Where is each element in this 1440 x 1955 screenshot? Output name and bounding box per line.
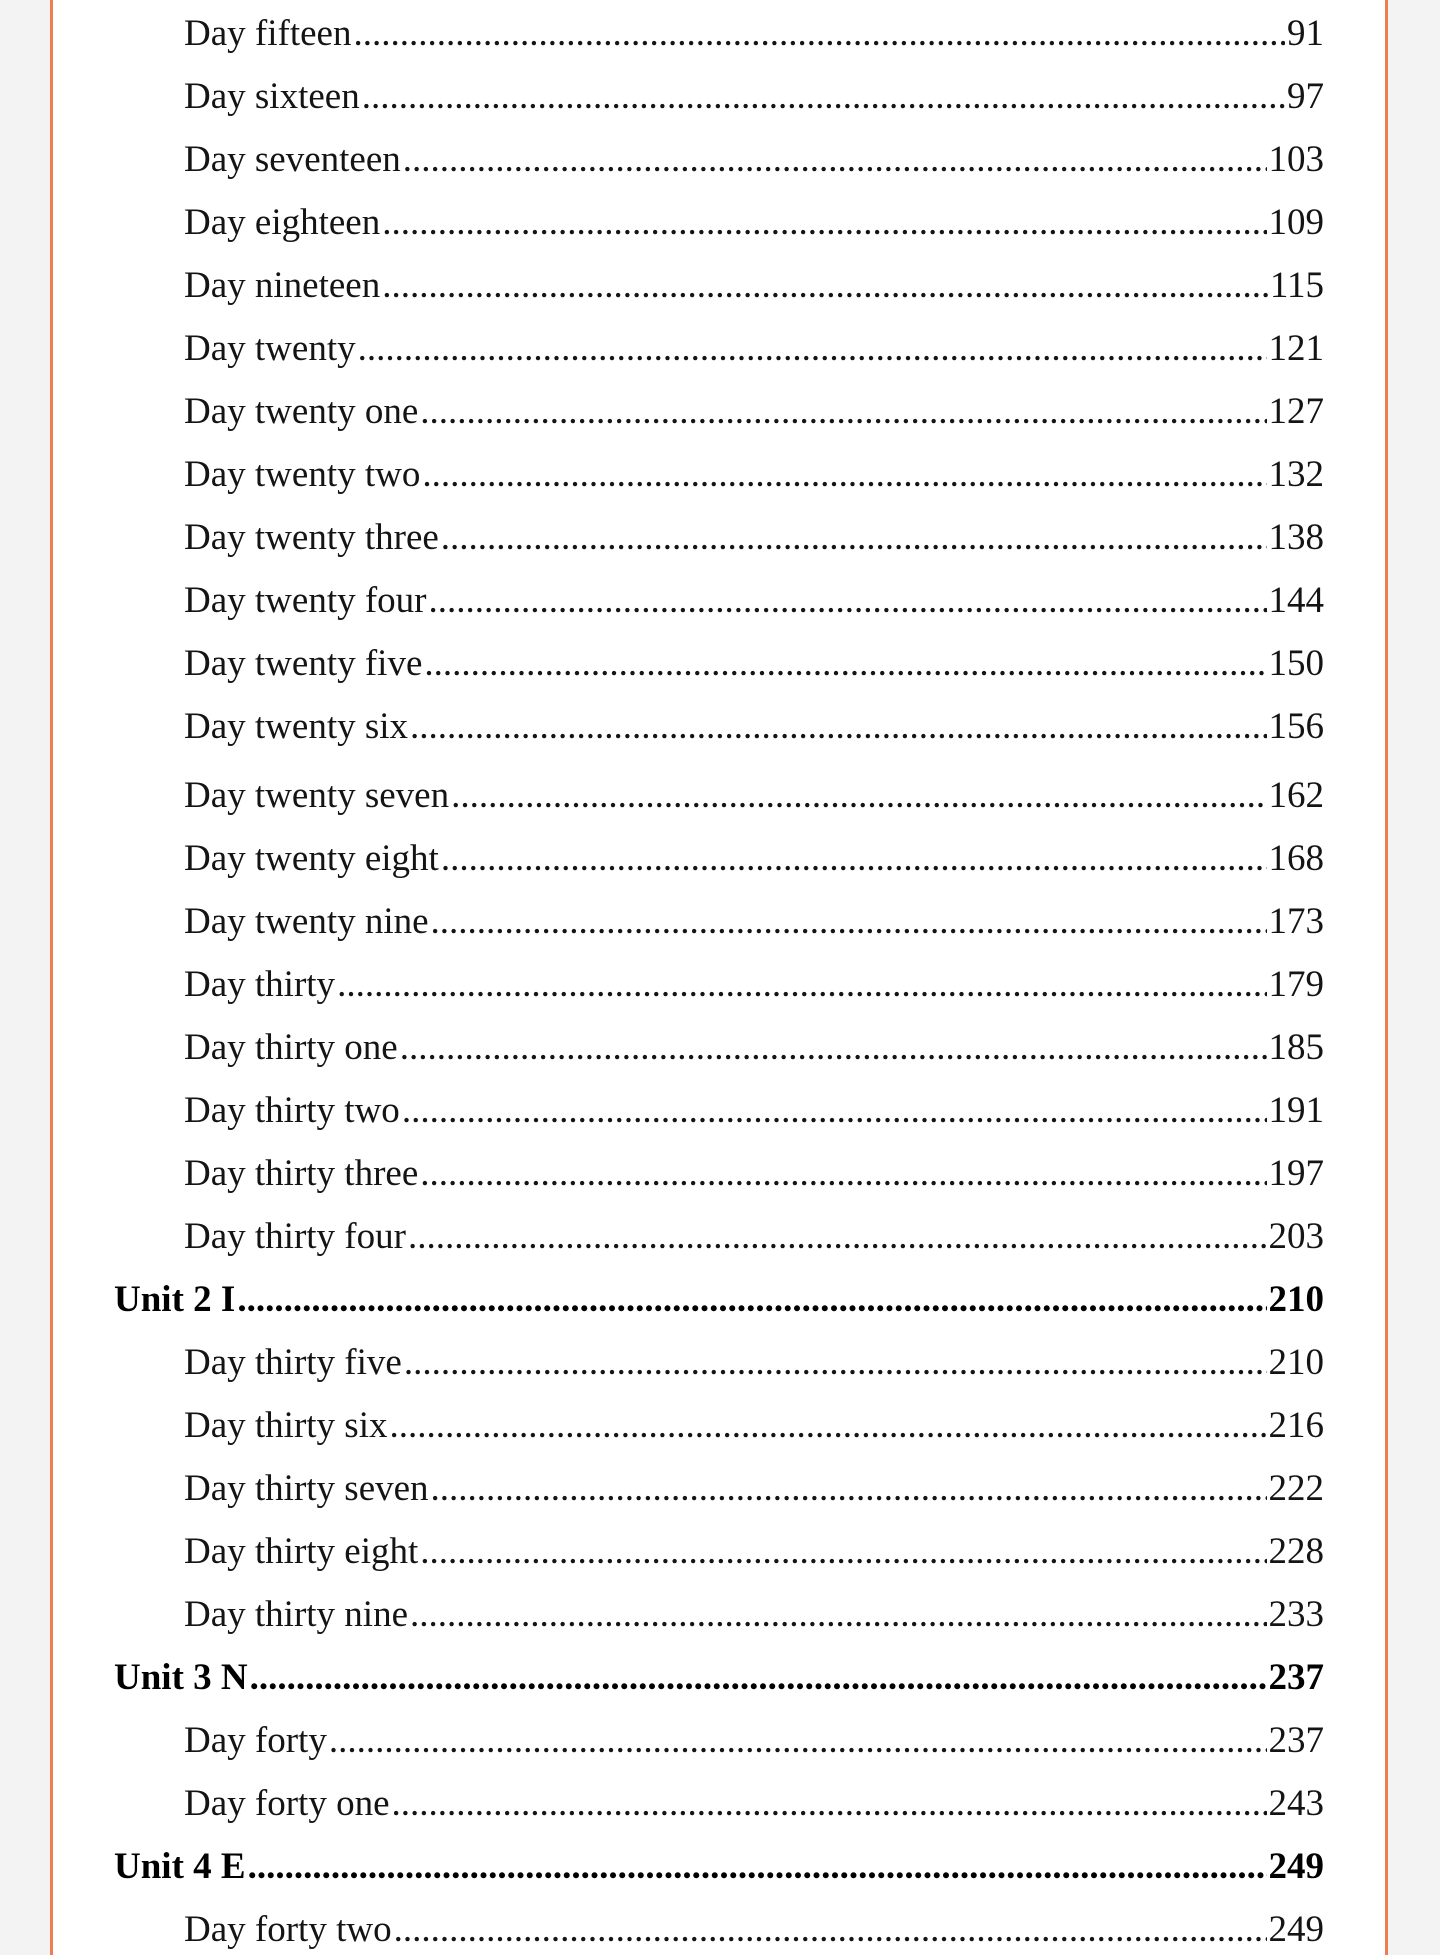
toc-dot-leader [237,1275,1266,1325]
toc-page-number: 185 [1268,1027,1324,1068]
toc-entry-label: Unit 3 N [114,1657,248,1698]
toc-day-entry[interactable] [184,702,1324,752]
toc-page-number: 222 [1268,1468,1324,1509]
toc-day-entry[interactable] [184,897,1324,947]
toc-page-number: 179 [1268,964,1324,1005]
toc-dot-leader [400,1023,1267,1073]
toc-day-entry[interactable] [184,1212,1324,1262]
toc-entry-label: Day sixteen [184,76,360,117]
toc-page-number: 115 [1269,265,1324,306]
toc-page-number: 249 [1268,1909,1324,1950]
toc-dot-leader [250,1653,1267,1703]
toc-entry-label: Unit 4 E [114,1846,246,1887]
toc-page-number: 210 [1268,1279,1324,1320]
toc-page-number: 216 [1268,1405,1324,1446]
toc-day-entry[interactable] [184,1527,1324,1577]
toc-page-number: 191 [1268,1090,1324,1131]
toc-dot-leader [441,834,1267,884]
toc-dot-leader [389,1401,1266,1451]
toc-page-number: 203 [1268,1216,1324,1257]
toc-day-entry[interactable] [184,834,1324,884]
toc-page-number: 156 [1268,706,1324,747]
toc-dot-leader [429,576,1267,626]
toc-page-number: 243 [1268,1783,1324,1824]
toc-entry-label: Unit 2 I [114,1279,236,1320]
toc-dot-leader [408,1212,1267,1262]
toc-day-entry[interactable] [184,1086,1324,1136]
toc-entry-label: Day forty two [184,1909,392,1950]
toc-day-entry[interactable] [184,771,1324,821]
toc-page-number: 237 [1268,1720,1324,1761]
toc-day-entry[interactable] [184,1023,1324,1073]
toc-dot-leader [431,1464,1267,1514]
toc-page-number: 197 [1268,1153,1324,1194]
toc-day-entry[interactable] [184,1464,1324,1514]
toc-dot-leader [410,1590,1266,1640]
toc-entry-label: Day forty [184,1720,327,1761]
toc-entry-label: Day twenty four [184,580,427,621]
toc-entry-label: Day thirty two [184,1090,400,1131]
toc-day-entry[interactable] [184,9,1324,59]
toc-dot-leader [394,1905,1267,1955]
toc-day-entry[interactable] [184,324,1324,374]
toc-page-number: 173 [1268,901,1324,942]
toc-page-number: 127 [1268,391,1324,432]
toc-page-number: 162 [1268,775,1324,816]
toc-entry-label: Day twenty one [184,391,419,432]
toc-dot-leader [441,513,1267,563]
toc-page-number: 228 [1268,1531,1324,1572]
toc-dot-leader [410,702,1266,752]
toc-dot-leader [420,1527,1266,1577]
toc-entry-label: Day thirty three [184,1153,419,1194]
toc-dot-leader [404,1338,1267,1388]
toc-dot-leader [402,1086,1267,1136]
toc-dot-leader [422,450,1266,500]
toc-dot-leader [382,198,1266,248]
toc-dot-leader [353,9,1285,59]
toc-page-number: 91 [1287,13,1324,54]
toc-unit-entry[interactable] [114,1653,1324,1703]
toc-day-entry[interactable] [184,1779,1324,1829]
toc-day-entry[interactable] [184,960,1324,1010]
toc-page-number: 150 [1268,643,1324,684]
toc-dot-leader [382,261,1268,311]
toc-day-entry[interactable] [184,513,1324,563]
toc-day-entry[interactable] [184,1338,1324,1388]
toc-day-entry[interactable] [184,1401,1324,1451]
toc-page-number: 109 [1268,202,1324,243]
toc-entry-label: Day thirty [184,964,336,1005]
toc-dot-leader [358,324,1267,374]
toc-dot-leader [403,135,1267,185]
toc-unit-entry[interactable] [114,1275,1324,1325]
toc-day-entry[interactable] [184,1149,1324,1199]
toc-entry-label: Day twenty eight [184,838,439,879]
toc-entry-label: Day fifteen [184,13,352,54]
toc-entry-label: Day twenty [184,328,356,369]
toc-day-entry[interactable] [184,1905,1324,1955]
toc-entry-label: Day twenty nine [184,901,429,942]
toc-dot-leader [392,1779,1267,1829]
toc-entry-label: Day twenty five [184,643,423,684]
toc-day-entry[interactable] [184,639,1324,689]
toc-dot-leader [420,1149,1266,1199]
toc-page-number: 121 [1268,328,1324,369]
toc-entry-label: Day nineteen [184,265,381,306]
toc-entry-label: Day twenty two [184,454,421,495]
toc-dot-leader [451,771,1266,821]
toc-page-number: 103 [1268,139,1324,180]
toc-entry-label: Day twenty six [184,706,409,747]
toc-day-entry[interactable] [184,1716,1324,1766]
toc-day-entry[interactable] [184,1590,1324,1640]
toc-page-number: 210 [1268,1342,1324,1383]
toc-page-number: 168 [1268,838,1324,879]
toc-dot-leader [424,639,1266,689]
toc-entry-label: Day thirty five [184,1342,402,1383]
toc-entry-label: Day thirty six [184,1405,388,1446]
toc-dot-leader [248,1842,1267,1892]
toc-page-number: 138 [1268,517,1324,558]
toc-day-entry[interactable] [184,261,1324,311]
toc-entry-label: Day thirty four [184,1216,406,1257]
toc-day-entry[interactable] [184,576,1324,626]
toc-dot-leader [337,960,1266,1010]
toc-page-number: 144 [1268,580,1324,621]
document-page [50,0,1388,1955]
toc-day-entry[interactable] [184,135,1324,185]
toc-unit-entry[interactable] [114,1842,1324,1892]
toc-page-number: 132 [1268,454,1324,495]
toc-entry-label: Day twenty seven [184,775,450,816]
toc-dot-leader [420,387,1266,437]
toc-day-entry[interactable] [184,198,1324,248]
toc-page-number: 249 [1268,1846,1324,1887]
toc-entry-label: Day twenty three [184,517,439,558]
toc-dot-leader [329,1716,1267,1766]
toc-dot-leader [362,72,1285,122]
toc-page-number: 233 [1268,1594,1324,1635]
toc-day-entry[interactable] [184,450,1324,500]
toc-entry-label: Day eighteen [184,202,381,243]
toc-day-entry[interactable] [184,72,1324,122]
toc-entry-label: Day thirty nine [184,1594,409,1635]
toc-dot-leader [431,897,1267,947]
toc-page-number: 97 [1287,76,1324,117]
toc-entry-label: Day seventeen [184,139,401,180]
toc-entry-label: Day thirty one [184,1027,398,1068]
toc-entry-label: Day forty one [184,1783,390,1824]
toc-day-entry[interactable] [184,387,1324,437]
toc-entry-label: Day thirty eight [184,1531,419,1572]
toc-page-number: 237 [1268,1657,1324,1698]
toc-entry-label: Day thirty seven [184,1468,429,1509]
